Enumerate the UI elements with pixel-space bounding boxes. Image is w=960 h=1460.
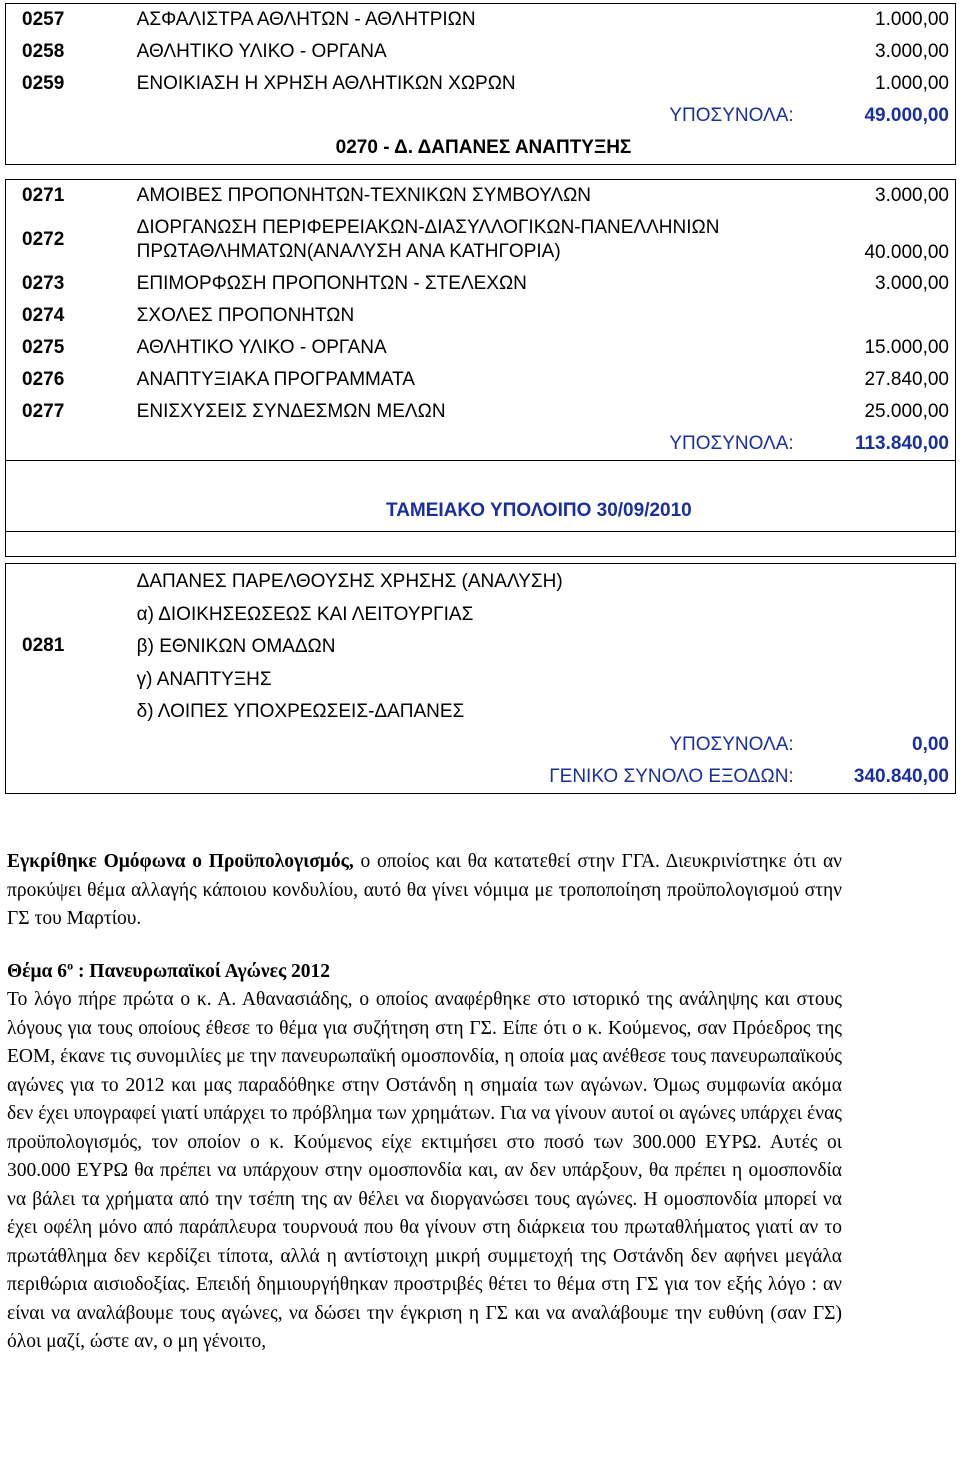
approval-bold: Εγκρίθηκε Ομόφωνα ο Προϋπολογισμός, [7,851,354,872]
row-description: ΑΜΟΙΒΕΣ ΠΡΟΠΟΝΗΤΩΝ-ΤΕΧΝΙΚΩΝ ΣΥΜΒΟΥΛΩΝ [131,180,800,213]
row-amount: 3.000,00 [800,36,956,68]
row-amount: 3.000,00 [800,180,956,213]
grand-total-label: ΓΕΝΙΚΟ ΣΥΝΟΛΟ ΕΞΟΔΩΝ: [131,761,800,794]
row-code: 0274 [6,300,131,332]
topic-prefix: Θέμα 6 [7,960,68,982]
table-row [6,300,956,332]
analysis-line: β) ΕΘΝΙΚΩΝ ΟΜΑΔΩΝ [136,636,336,657]
cash-balance-title: ΤΑΜΕΙΑΚΟ ΥΠΟΛΟΙΠΟ 30/09/2010 [6,491,956,532]
row-code: 0257 [6,4,131,37]
analysis-block [6,564,956,729]
row-code: 0272 [6,212,131,268]
approval-rest: ο οποίος και θα κατατεθεί στην ΓΓΑ. Διευκρινίστηκε ότι αν προκύψει θέμα αλλαγής κάποιου κονδυλίου, αυτό θα γίνει νόμιμα με τροποποίηση προϋπολογισμού στην ΓΣ του Μαρτίου. [7,851,842,929]
row-code: 0276 [6,364,131,396]
row-description: ΑΘΛΗΤΙΚΟ ΥΛΙΚΟ - ΟΡΓΑΝΑ [136,337,387,358]
analysis-line: γ) ΑΝΑΠΤΥΞΗΣ [136,668,272,690]
row-description [131,212,800,268]
row-description: ΑΣΦΑΛΙΣΤΡΑ ΑΘΛΗΤΩΝ - ΑΘΛΗΤΡΙΩΝ [131,4,800,37]
analysis-lines [131,564,800,729]
table-row [6,396,956,428]
row-amount: 1.000,00 [800,68,956,100]
approval-paragraph [7,848,842,934]
table-row [6,332,956,364]
row-description-line: ΠΡΩΤΑΘΛΗΜΑΤΩΝ(ΑΝΑΛΥΣΗ ΑΝΑ ΚΑΤΗΓΟΡΙΑ) [136,241,561,262]
row-code: 0275 [6,332,131,364]
discussion-paragraph: Το λόγο πήρε πρώτα ο κ. Α. Αθανασιάδης, ο οποίος αναφέρθηκε στο ιστορικό της ανάληψης και στους λόγους για τους οποίους έθεσε το θέμα για συζήτηση στη ΓΣ. Είπε ότι ο κ. Κούμενος, σαν Πρόεδρος της ΕΟΜ, έκανε τις συνομιλίες με την πανευρωπαϊκή ομοσπονδία, η οποία μας ανέθεσε τους πανευρωπαϊκούς αγώνες για το 2012 και μας παραδόθηκε στην Οστάνδη η σημαία των αγώνων. Όμως συμφωνία ακόμα δεν έχει υπογραφεί γιατί υπάρχει το πρόβλημα των χρημάτων. Για να γίνουν αυτοί οι αγώνες υπάρχει ένας προϋπολογισμός, τον οποίον ο κ. Κούμενος είχε εκτιμήσει στο ποσό των 300.000 ΕΥΡΩ. Αυτές οι 300.000 ΕΥΡΩ θα πρέπει να υπάρχουν στην ομοσπονδία και, αν δεν υπάρξουν, θα πρέπει η ομοσπονδία να βάλει τα χρήματα από την τσέπη της αν θέλει να διοργανώσει τους αγώνες. Η ομοσπονδία μπορεί να έχει οφέλη μόνο από παράπλευρα τουρνουά που θα γίνουν στη διάρκεια του πρωταθλήματος γιατί αν το πρωτάθλημα δεν κερδίζει τίποτα, αλλά η αντίστοιχη μικρή συμμετοχή της Οστάνδη δεν αφήνει μεγάλα περιθώρια αισιοδοξίας. Επειδή δημιουργήθηκαν προστριβές θέτει το θέμα στη ΓΣ για τον εξής λόγο : αν είναι να αναλάβουμε τους αγώνες, να δώσει την έγκριση η ΓΣ και να αναλάβουμε την ευθύνη (σαν ΓΣ) όλοι μαζί, ώστε αν, ο μη γένοιτο, [7,989,842,1352]
subtotal-amount: 0,00 [800,729,956,761]
table-row [6,4,956,37]
row-description: ΕΝΙΣΧΥΣΕΙΣ ΣΥΝΔΕΣΜΩΝ ΜΕΛΩΝ [136,401,446,422]
subtotal-row [6,428,956,461]
subtotal-row [6,100,956,132]
subtotal-label: ΥΠΟΣΥΝΟΛΑ: [669,433,794,454]
table-row [6,68,956,100]
row-code: 0281 [6,564,131,729]
grand-total-row [6,761,956,794]
analysis-line: ΔΑΠΑΝΕΣ ΠΑΡΕΛΘΟΥΣΗΣ ΧΡΗΣΗΣ (ΑΝΑΛΥΣΗ) [136,571,563,592]
table-row [6,364,956,396]
topic-heading [7,958,842,987]
minutes-text [7,848,842,1357]
section-title: 0270 - Δ. ΔΑΠΑΝΕΣ ΑΝΑΠΤΥΞΗΣ [131,132,800,165]
table-row [6,36,956,68]
row-code: 0259 [6,68,131,100]
table-row [6,268,956,300]
subtotal-amount: 113.840,00 [800,428,956,461]
analysis-line: δ) ΛΟΙΠΕΣ ΥΠΟΧΡΕΩΣΕΙΣ-ΔΑΠΑΝΕΣ [136,701,465,722]
row-code: 0273 [6,268,131,300]
row-code: 0271 [6,180,131,213]
analysis-line: α) ΔΙΟΙΚΗΣΕΩΣΕΩΣ ΚΑΙ ΛΕΙΤΟΥΡΓΙΑΣ [136,603,474,625]
row-amount: 3.000,00 [800,268,956,300]
table-row [6,180,956,213]
budget-table [5,3,956,794]
row-description-line: ΔΙΟΡΓΑΝΩΣΗ ΠΕΡΙΦΕΡΕΙΑΚΩΝ-ΔΙΑΣΥΛΛΟΓΙΚΩΝ-ΠΑΝΕΛΛΗΝΙΩΝ [136,217,720,238]
row-description: ΕΠΙΜΟΡΦΩΣΗ ΠΡΟΠΟΝΗΤΩΝ - ΣΤΕΛΕΧΩΝ [136,273,527,294]
row-amount: 1.000,00 [800,4,956,37]
table-row [6,212,956,268]
row-amount [800,300,956,332]
budget-table-area [5,3,956,794]
row-code: 0277 [6,396,131,428]
row-amount: 25.000,00 [800,396,956,428]
row-amount: 27.840,00 [800,364,956,396]
section-title-row [6,132,956,165]
row-description: ΑΝΑΠΤΥΞΙΑΚΑ ΠΡΟΓΡΑΜΜΑΤΑ [136,369,415,390]
topic-sup: ο [67,958,74,972]
subtotal-label: ΥΠΟΣΥΝΟΛΑ: [669,105,794,126]
row-description: ΣΧΟΛΕΣ ΠΡΟΠΟΝΗΤΩΝ [136,305,355,326]
row-description: ΕΝΟΙΚΙΑΣΗ Η ΧΡΗΣΗ ΑΘΛΗΤΙΚΩΝ ΧΩΡΩΝ [136,73,516,94]
subtotal-amount: 49.000,00 [800,100,956,132]
subtotal-row [6,729,956,761]
row-description: ΑΘΛΗΤΙΚΟ ΥΛΙΚΟ - ΟΡΓΑΝΑ [136,41,387,62]
row-code: 0258 [6,36,131,68]
grand-total-amount: 340.840,00 [800,761,956,794]
row-amount: 15.000,00 [800,332,956,364]
subtotal-label: ΥΠΟΣΥΝΟΛΑ: [669,733,794,755]
cash-balance-row [6,491,956,532]
row-amount: 40.000,00 [800,212,956,268]
topic-title: : Πανευρωπαϊκοί Αγώνες 2012 [73,960,331,982]
